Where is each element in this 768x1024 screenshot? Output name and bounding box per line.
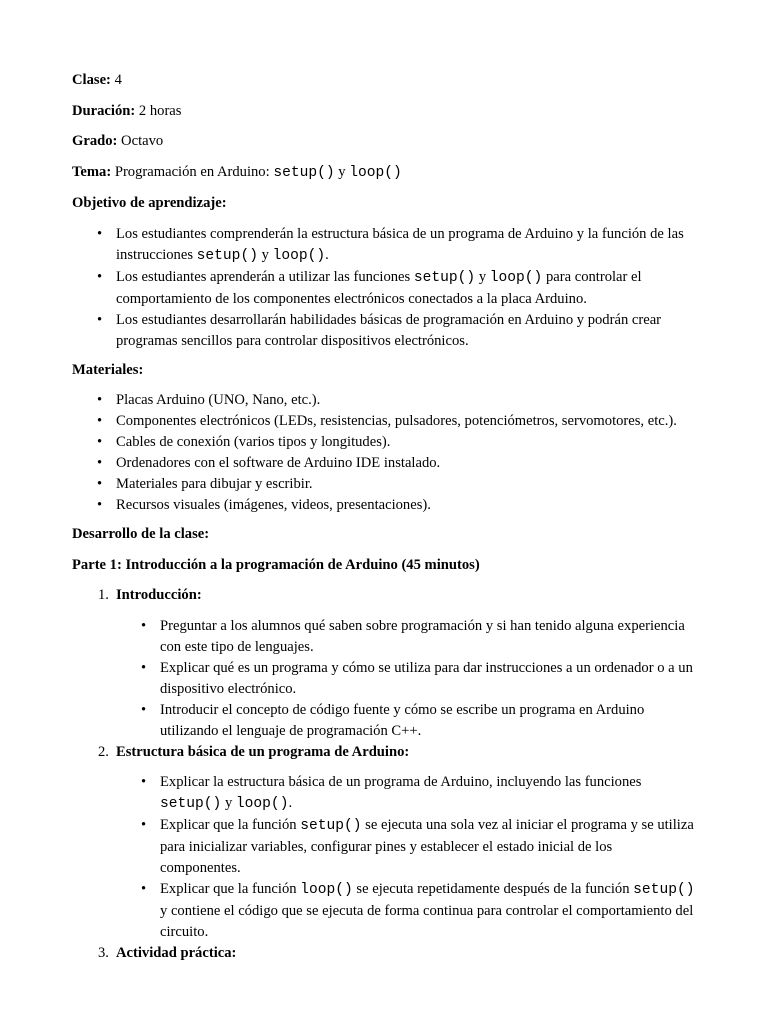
materiales-item: • Cables de conexión (varios tipos y longitudes). [72, 432, 696, 453]
materiales-item: • Componentes electrónicos (LEDs, resistencias, pulsadores, potenciómetros, servomotores, etc.). [72, 411, 696, 432]
step-number: 3. [98, 945, 109, 961]
objetivo-item: • Los estudiantes aprenderán a utilizar las funciones setup() y loop() para controlar el comportamiento de los componentes electrónicos conectados a la placa Arduino. [72, 267, 696, 310]
code-setup: setup() [300, 818, 362, 834]
grado-label: Grado: [72, 133, 118, 149]
materiales-heading: Materiales: [72, 361, 144, 378]
step-sublist [116, 616, 696, 742]
code-setup: setup() [413, 269, 476, 286]
step-introduccion [72, 585, 696, 742]
duracion-line [72, 101, 696, 122]
step-number: 1. [98, 587, 109, 603]
tema-and: y [334, 163, 350, 180]
step-subitem: • Preguntar a los alumnos qué saben sobre programación y si han tenido alguna experiencia con este tipo de lenguajes. [116, 616, 696, 658]
objetivo-item: • Los estudiantes desarrollarán habilidades básicas de programación en Arduino y podrán crear programas sencillos para controlar dispositivos electrónicos. [72, 310, 696, 352]
step-title: Actividad práctica: [116, 945, 237, 961]
grado-line [72, 131, 696, 152]
step-subitem: • Explicar qué es un programa y cómo se utiliza para dar instrucciones a un ordenador o a un dispositivo electrónico. [116, 658, 696, 700]
materiales-item: • Recursos visuales (imágenes, videos, presentaciones). [72, 495, 696, 516]
step-subitem: • Explicar que la función loop() se ejecuta repetidamente después de la función setup() y contiene el código que se ejecuta de forma continua para controlar el comportamiento del circuito. [116, 879, 696, 943]
step-number: 2. [98, 743, 109, 760]
step-title: Estructura básica de un programa de Arduino: [116, 743, 410, 760]
step-subitem: • Introducir el concepto de código fuente y cómo se escribe un programa en Arduino utilizando el lenguaje de programación C++. [116, 700, 696, 742]
step-title: Introducción: [116, 587, 202, 603]
document-page [72, 70, 696, 974]
code-setup: setup() [633, 882, 695, 898]
code-loop: loop() [272, 247, 326, 264]
step-actividad [72, 943, 696, 964]
desarrollo-steps [72, 585, 696, 964]
step-subitem: • Explicar que la función setup() se ejecuta una sola vez al iniciar el programa y se utiliza para inicializar variables, configurar pines y establecer el estado inicial de los componentes. [116, 815, 696, 879]
tema-label: Tema: [72, 163, 112, 180]
parte1-heading: Parte 1: Introducción a la programación de Arduino (45 minutos) [72, 556, 480, 573]
tema-text: Programación en Arduino: [111, 163, 274, 180]
objetivo-item: • Los estudiantes comprenderán la estructura básica de un programa de Arduino y la función de las instrucciones setup() y loop(). [72, 224, 696, 267]
clase-label: Clase: [72, 72, 111, 88]
tema-code-setup: setup() [273, 164, 335, 181]
code-setup: setup() [196, 247, 258, 264]
code-setup: setup() [160, 796, 222, 812]
desarrollo-heading: Desarrollo de la clase: [72, 526, 210, 542]
step-estructura [72, 742, 696, 944]
clase-value: 4 [110, 72, 122, 88]
code-loop: loop() [489, 269, 543, 286]
duracion-value: 2 horas [135, 102, 182, 119]
clase-line [72, 70, 696, 91]
step-subitem: • Explicar la estructura básica de un programa de Arduino, incluyendo las funciones setup() y loop(). [116, 772, 696, 815]
tema-code-loop: loop() [349, 164, 402, 181]
tema-line [72, 162, 696, 184]
materiales-item: • Ordenadores con el software de Arduino IDE instalado. [72, 453, 696, 474]
objetivo-list [72, 224, 696, 352]
step-sublist [116, 772, 696, 943]
code-loop: loop() [300, 882, 353, 898]
duracion-label: Duración: [72, 102, 136, 119]
objetivo-heading: Objetivo de aprendizaje: [72, 195, 227, 211]
materiales-item: • Placas Arduino (UNO, Nano, etc.). [72, 390, 696, 411]
materiales-list [72, 390, 696, 516]
grado-value: Octavo [117, 133, 164, 149]
materiales-item: • Materiales para dibujar y escribir. [72, 474, 696, 495]
code-loop: loop() [235, 796, 289, 812]
